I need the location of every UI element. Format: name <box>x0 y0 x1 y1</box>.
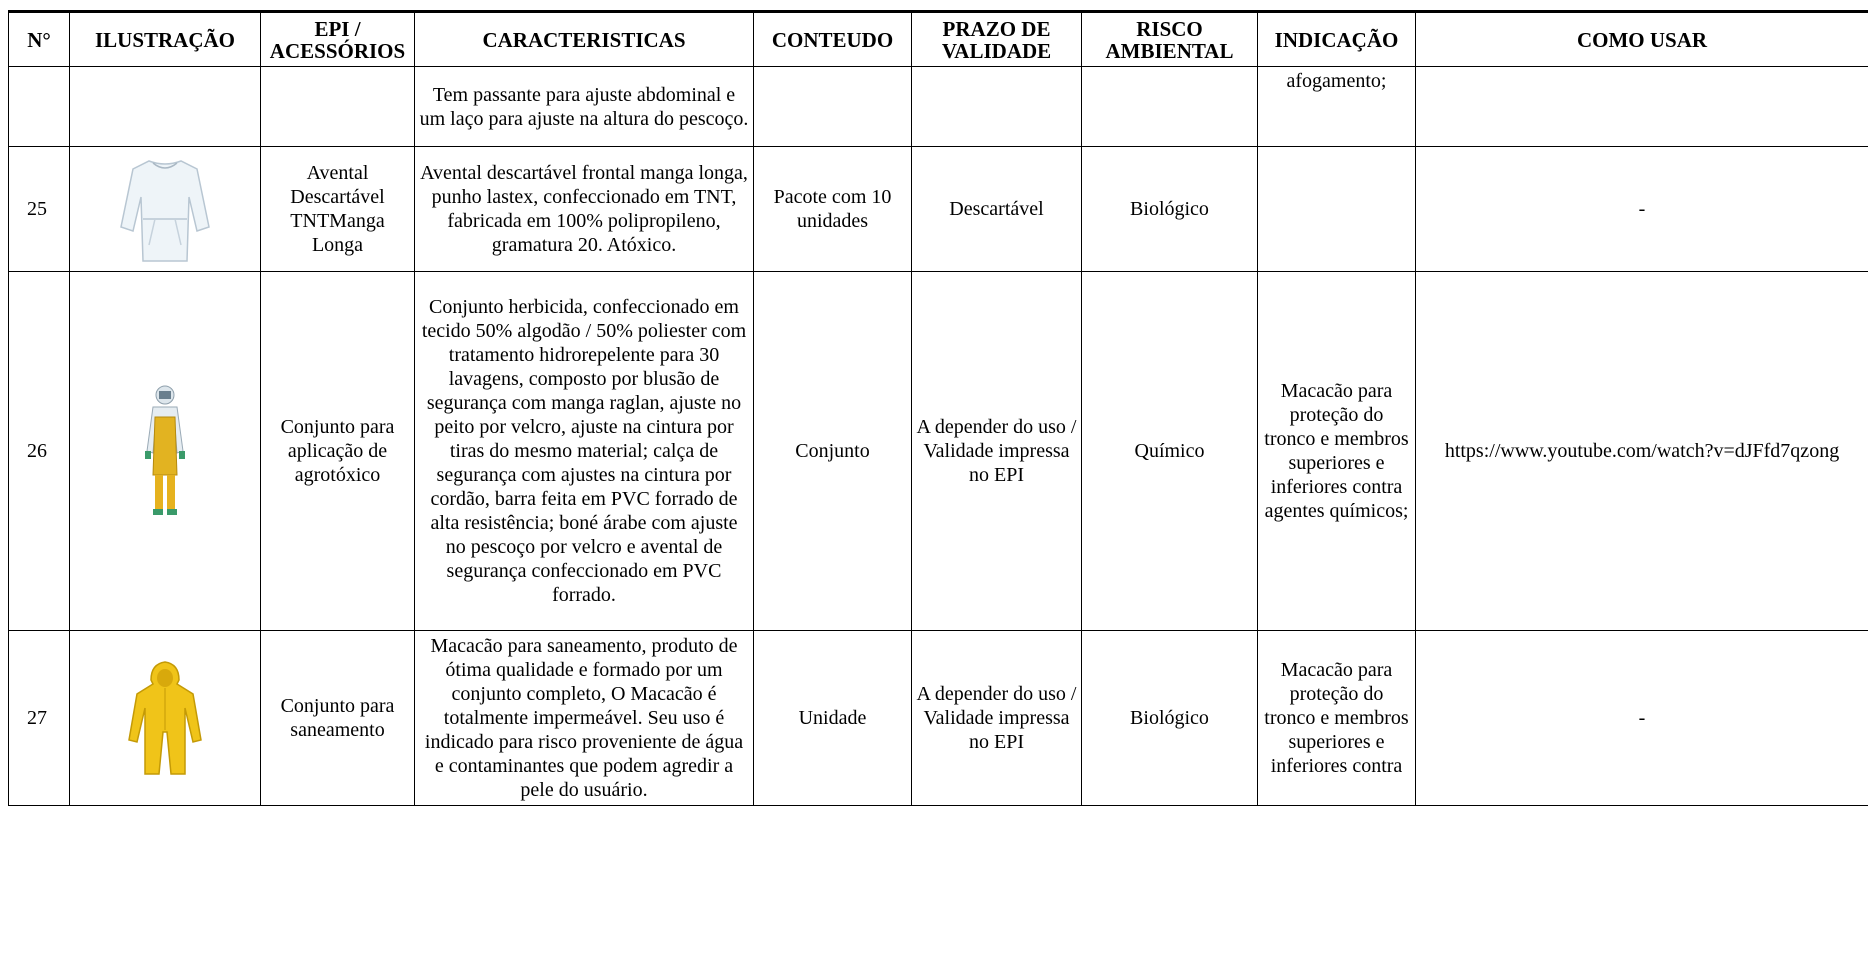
row-illustration <box>70 67 261 147</box>
row-como-usar: - <box>1416 147 1868 272</box>
header-prazo-line2: VALIDADE <box>941 38 1052 63</box>
row-como-usar <box>1416 67 1868 147</box>
row-risco: Biológico <box>1082 631 1258 806</box>
row-caracteristicas-text: Tem passante para ajuste abdominal e um laço para ajuste na altura do pescoço. <box>419 83 749 130</box>
header-risco-line1: RISCO <box>1136 16 1203 41</box>
row-caracteristicas <box>415 147 754 272</box>
row-indicacao: Macacão para proteção do tronco e membros superiores e inferiores contra agentes químicos; <box>1258 272 1416 631</box>
yellow-coverall-icon <box>127 658 203 778</box>
row-como-usar[interactable]: https://www.youtube.com/watch?v=dJFfd7qzong <box>1416 272 1868 631</box>
row-conteudo <box>754 67 912 147</box>
row-num: 25 <box>9 147 70 272</box>
row-num: 26 <box>9 272 70 631</box>
apron-icon <box>119 153 211 265</box>
row-caracteristicas-text: Macacão para saneamento, produto de ótima qualidade e formado por um conjunto completo, O Macacão é totalmente impermeável. Seu uso é indicado para risco proveniente de água e contaminantes que podem agredir a pele do usuário. <box>424 635 744 801</box>
row-prazo <box>912 67 1082 147</box>
row-num: 27 <box>9 631 70 806</box>
header-row <box>9 12 1868 67</box>
row-prazo: Descartável <box>912 147 1082 272</box>
row-caracteristicas-text: Conjunto herbicida, confeccionado em tecido 50% algodão / 50% poliester com tratamento hidrorepelente para 30 lavagens, composto por blusão de segurança com manga raglan, ajuste no peito por velcro, ajuste na cintura por tiras do mesmo material; calça de segurança com ajustes na cintura por cordão, barra feita em PVC forrado de alta resistência; boné árabe com ajuste no pescoço por velcro e avental de segurança confeccionado em PVC forrado. <box>421 296 747 606</box>
header-ilustracao: ILUSTRAÇÃO <box>70 12 261 67</box>
row-epi <box>261 67 415 147</box>
header-prazo <box>912 12 1082 67</box>
header-risco <box>1082 12 1258 67</box>
table-row <box>9 67 1868 147</box>
row-prazo: A depender do uso / Validade impressa no EPI <box>912 631 1082 806</box>
header-conteudo: CONTEUDO <box>754 12 912 67</box>
header-indicacao: INDICAÇÃO <box>1258 12 1416 67</box>
header-prazo-line1: PRAZO DE <box>942 16 1051 41</box>
row-epi: Conjunto para aplicação de agrotóxico <box>261 272 415 631</box>
row-illustration <box>70 147 261 272</box>
row-caracteristicas-text: Avental descartável frontal manga longa, punho lastex, confeccionado em TNT, fabricada em 100% polipropileno, gramatura 20. Atóxico. <box>420 162 748 256</box>
table-row <box>9 147 1868 272</box>
row-illustration <box>70 631 261 806</box>
header-epi <box>261 12 415 67</box>
row-num <box>9 67 70 147</box>
pesticide-suit-icon <box>135 381 195 521</box>
epi-table <box>8 10 1868 806</box>
row-como-usar: - <box>1416 631 1868 806</box>
row-indicacao <box>1258 147 1416 272</box>
row-risco: Químico <box>1082 272 1258 631</box>
table-row <box>9 272 1868 631</box>
header-risco-line2: AMBIENTAL <box>1105 38 1234 63</box>
table-row <box>9 631 1868 806</box>
row-caracteristicas <box>415 272 754 631</box>
row-indicacao: afogamento; <box>1258 67 1416 147</box>
row-indicacao: Macacão para proteção do tronco e membros superiores e inferiores contra <box>1258 631 1416 806</box>
header-caracteristicas: CARACTERISTICAS <box>415 12 754 67</box>
header-epi-line2: ACESSÓRIOS <box>269 38 406 63</box>
row-epi: Avental Descartável TNTManga Longa <box>261 147 415 272</box>
row-risco <box>1082 67 1258 147</box>
row-epi: Conjunto para saneamento <box>261 631 415 806</box>
row-caracteristicas <box>415 631 754 806</box>
row-conteudo: Pacote com 10 unidades <box>754 147 912 272</box>
header-epi-line1: EPI / <box>314 16 361 41</box>
row-caracteristicas <box>415 67 754 147</box>
row-prazo: A depender do uso / Validade impressa no EPI <box>912 272 1082 631</box>
row-conteudo: Conjunto <box>754 272 912 631</box>
row-illustration <box>70 272 261 631</box>
row-risco: Biológico <box>1082 147 1258 272</box>
header-num: N° <box>9 12 70 67</box>
header-como-usar: COMO USAR <box>1416 12 1868 67</box>
row-conteudo: Unidade <box>754 631 912 806</box>
